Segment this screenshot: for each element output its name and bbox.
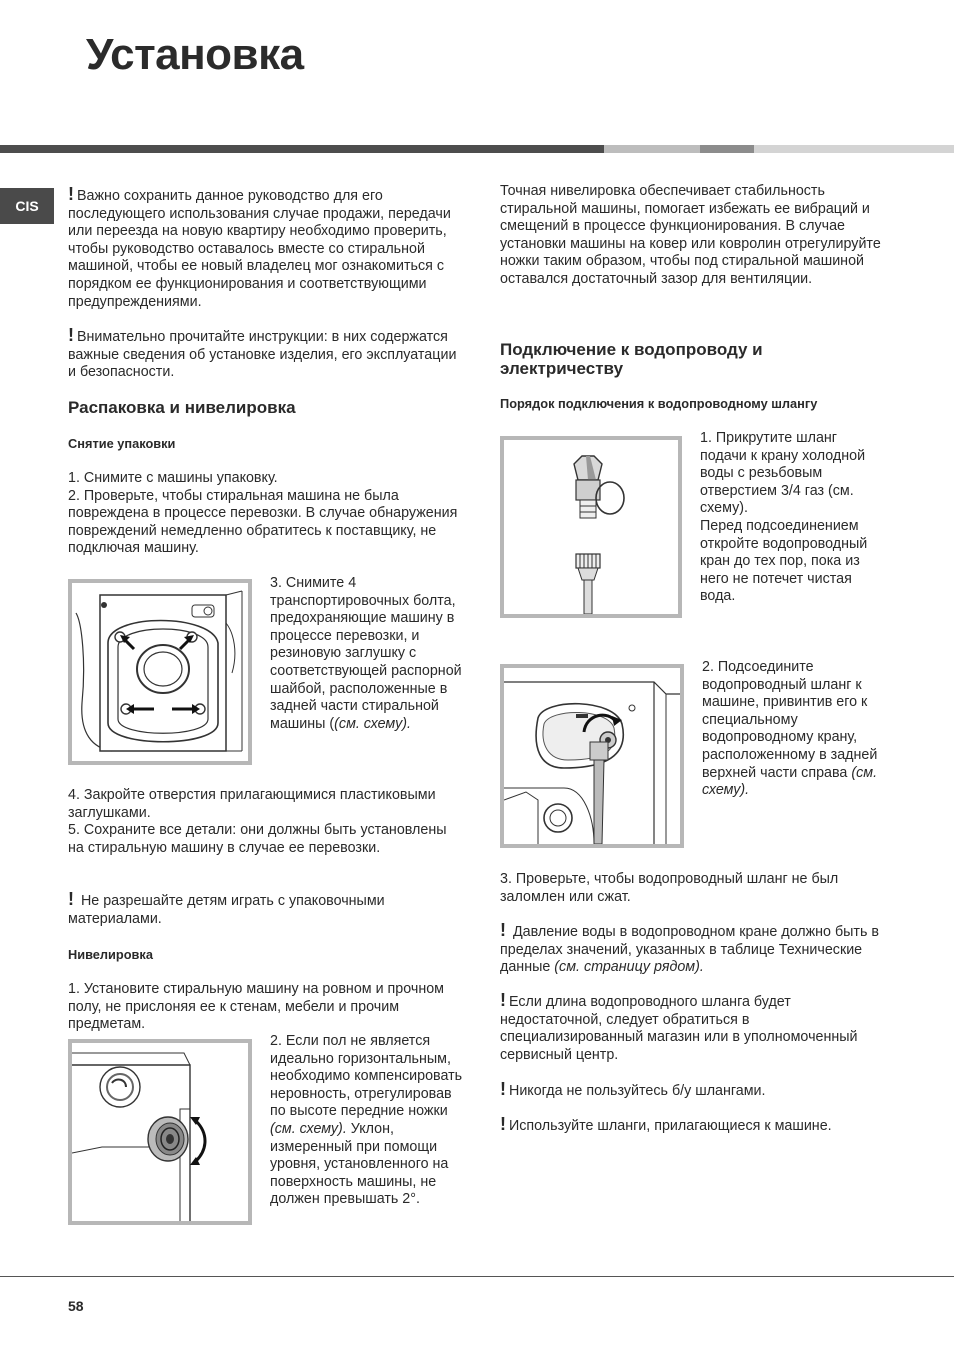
figure-leveling-feet — [68, 1039, 252, 1225]
subheading-leveling: Нивелировка — [68, 947, 153, 962]
unpacking-steps-4-5 — [68, 787, 466, 857]
right-warning-3: ! Никогда не пользуйтесь б/у шлангами. — [500, 1079, 766, 1099]
exclamation-mark-icon: ! — [68, 325, 74, 345]
step-1: 1. Снимите с машины упаковку. — [68, 470, 278, 486]
leveling-intro: Точная нивелировка обеспечивает стабильность стиральной машины, помогает избежать ее вибраций и смещений в процессе функционирования. В случае установки машины на ковер или ковролин отрегулируйте ножки таким образом, чтобы под стиральной машиной оставался достаточный зазор для вентиляции. — [500, 183, 881, 287]
connection-step-2: 2. Подсоедините водопроводный шланг к машине, привинтив его к специальному водопроводному крану, расположенному в задней верхней части справа (см. схему). — [702, 659, 878, 799]
exclamation-mark-icon: ! — [500, 1079, 506, 1099]
exclamation-mark-icon: ! — [500, 990, 506, 1010]
unpacking-steps-1-2 — [68, 470, 466, 558]
figure-tap-hose — [500, 436, 682, 618]
machine-inlet-drawing — [504, 668, 680, 844]
foot-adjustment-drawing — [72, 1043, 248, 1221]
right-warning-2: ! Если длина водопроводного шланга будет недостаточной, следует обратиться в специализированный магазин или в уполномоченный сервисный центр. — [500, 990, 858, 1063]
leveling-step-1: 1. Установите стиральную машину на ровном и прочном полу, не прислоняя ее к стенам, мебели и прочим предметам. — [68, 981, 444, 1033]
right-warning-4: ! Используйте шланги, прилагающиеся к машине. — [500, 1114, 832, 1134]
exclamation-mark-icon: ! — [68, 184, 74, 204]
step-4: 4. Закройте отверстия прилагающимися пластиковыми заглушками. — [68, 787, 436, 821]
machine-rear-drawing — [72, 583, 248, 761]
step-2: 2. Проверьте, чтобы стиральная машина не была повреждена в процессе перевозки. В случае обнаружения повреждений немедленно обратитесь к поставщику, не подключая машину. — [68, 487, 458, 557]
figure-transport-bolts — [68, 579, 252, 765]
unpacking-step-3: 3. Снимите 4 транспортировочных болта, предохраняющие машину в процессе перевозки, и резиновую заглушку с соответствующей распорной шайбой, расположенные в задней части стиральной машины ((см. схему). — [270, 575, 462, 732]
left-warning-2: ! Внимательно прочитайте инструкции: в них содержатся важные сведения об установке изделия, его эксплуатации и безопасности. — [68, 325, 457, 381]
left-warning-1: ! Важно сохранить данное руководство для его последующего использования случае продажи, передачи или переезда на новую квартиру необходимо проверить, чтобы руководство оставалось вместе со стиральной машиной, чтобы ее новый владелец мог ознакомиться с порядком ее функционирования и соответствующими предупреждениями. — [68, 184, 451, 310]
section-title-connection: Подключение к водопроводу и электричеству — [500, 340, 763, 378]
header-bar-light-2 — [754, 145, 954, 153]
page-number: 58 — [68, 1298, 84, 1314]
section-title-unpacking: Распаковка и нивелировка — [68, 398, 296, 417]
language-tag: CIS — [0, 188, 54, 224]
step-5: 5. Сохраните все детали: они должны быть установлены на стиральную машину в случае ее перевозки. — [68, 822, 447, 856]
header-bar-light-1 — [604, 145, 700, 153]
leveling-step-2: 2. Если пол не является идеально горизонтальным, необходимо компенсировать неровность, отрегулировав по высоте передние ножки (см. схему). Уклон, измеренный при помощи уровня, установленного на поверхность машины, не должен превышать 2°. — [270, 1033, 463, 1208]
tap-hose-drawing — [504, 440, 678, 614]
figure-hose-to-machine — [500, 664, 684, 848]
footer-rule — [0, 1276, 954, 1277]
header-bar-mid — [700, 145, 754, 153]
exclamation-mark-icon: ! — [68, 889, 74, 909]
right-warning-1: ! Давление воды в водопроводном кране должно быть в пределах значений, указанных в таблице Технические данные (см. страницу рядом). — [500, 920, 879, 976]
subheading-hose-connection: Порядок подключения к водопроводному шлангу — [500, 396, 818, 411]
page-title: Установка — [86, 30, 304, 79]
header-bar-dark — [0, 145, 604, 153]
exclamation-mark-icon: ! — [500, 920, 506, 940]
exclamation-mark-icon: ! — [500, 1114, 506, 1134]
connection-step-3: 3. Проверьте, чтобы водопроводный шланг не был заломлен или сжат. — [500, 871, 839, 905]
left-warning-3: ! Не разрешайте детям играть с упаковочными материалами. — [68, 889, 385, 927]
connection-step-1: 1. Прикрутите шланг подачи к крану холодной воды с резьбовым отверстием 3/4 газ (см. схему). Перед подсоединением откройте водопроводный кран до тех пор, пока из него не потечет чистая вода. — [700, 430, 868, 605]
subheading-unpacking: Снятие упаковки — [68, 436, 176, 451]
